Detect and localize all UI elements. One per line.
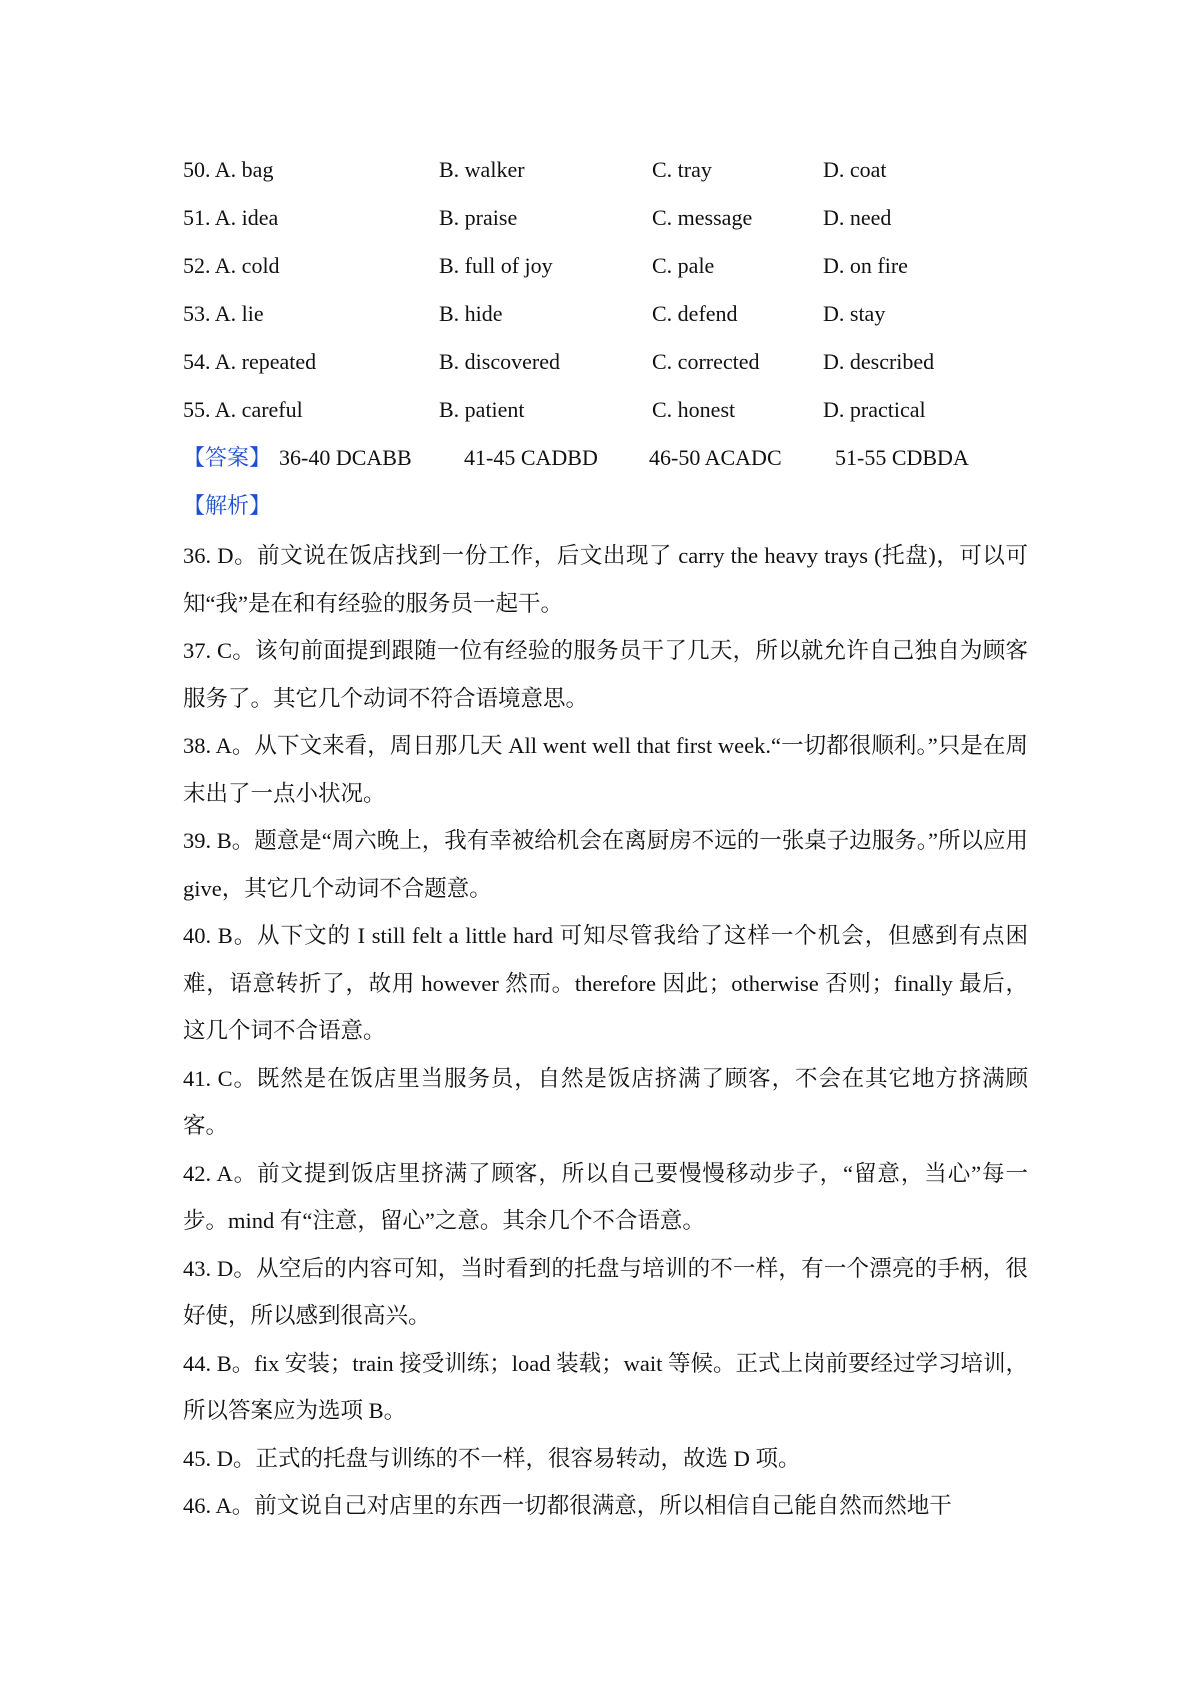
- option-b: B. full of joy: [439, 253, 553, 278]
- option-row: [183, 344, 1043, 392]
- analysis-heading: 【解析】: [183, 493, 272, 518]
- option-c: C. defend: [652, 301, 738, 326]
- explanation-item: 38. A。从下文来看，周日那几天 All went well that first week.“一切都很顺利。”只是在周末出了一点小状况。: [183, 733, 1028, 806]
- explanation-item: 41. C。既然是在饭店里当服务员，自然是饭店挤满了顾客，不会在其它地方挤满顾客。: [183, 1065, 1028, 1138]
- option-d: D. coat: [823, 157, 887, 182]
- option-a: 51. A. idea: [183, 205, 279, 230]
- answer-tag: 【答案】: [183, 445, 272, 470]
- option-b: B. hide: [439, 301, 503, 326]
- explanation-item: 36. D。前文说在饭店找到一份工作，后文出现了 carry the heavy trays (托盘)，可以可知“我”是在和有经验的服务员一起干。: [183, 543, 1028, 616]
- option-d: D. on fire: [823, 253, 908, 278]
- explanation-item: 46. A。前文说自己对店里的东西一切都很满意，所以相信自己能自然而然地干: [183, 1493, 952, 1518]
- option-d: D. described: [823, 349, 935, 374]
- option-d: D. stay: [823, 301, 886, 326]
- option-b: B. walker: [439, 157, 525, 182]
- answer-key: [183, 440, 969, 476]
- option-a: 52. A. cold: [183, 253, 280, 278]
- explanation-item: 45. D。正式的托盘与训练的不一样，很容易转动，故选 D 项。: [183, 1445, 801, 1471]
- option-list: [183, 152, 1043, 440]
- option-a: 53. A. lie: [183, 301, 264, 326]
- option-c: C. pale: [652, 253, 715, 278]
- option-c: C. honest: [652, 397, 736, 422]
- explanation-item: 39. B。题意是“周六晚上，我有幸被给机会在离厨房不远的一张桌子边服务。”所以应用 give，其它几个动词不合题意。: [183, 828, 1028, 901]
- option-d: D. practical: [823, 397, 926, 422]
- option-c: C. tray: [652, 157, 712, 182]
- explanation-item: 43. D。从空后的内容可知，当时看到的托盘与培训的不一样，有一个漂亮的手柄，很好使，所以感到很高兴。: [183, 1255, 1028, 1328]
- explanation-item: 40. B。从下文的 I still felt a little hard 可知尽管我给了这样一个机会，但感到有点困难，语意转折了，故用 however 然而。therefore 因此；otherwise 否则；finally 最后，这几个词不合语意。: [183, 923, 1028, 1043]
- option-row: [183, 248, 1043, 296]
- option-c: C. message: [652, 205, 753, 230]
- answer-group: 36-40 DCABB: [279, 445, 412, 470]
- option-row: [183, 200, 1043, 248]
- option-row: [183, 152, 1043, 200]
- option-a: 55. A. careful: [183, 397, 303, 422]
- explanation-list: [183, 532, 1028, 1530]
- option-d: D. need: [823, 205, 892, 230]
- explanation-item: 37. C。该句前面提到跟随一位有经验的服务员干了几天，所以就允许自己独自为顾客服务了。其它几个动词不符合语境意思。: [183, 638, 1028, 711]
- option-row: [183, 392, 1043, 440]
- option-row: [183, 296, 1043, 344]
- answer-group: 46-50 ACADC: [649, 445, 782, 470]
- answer-group: 51-55 CDBDA: [835, 445, 969, 470]
- explanation-item: 42. A。前文提到饭店里挤满了顾客，所以自己要慢慢移动步子，“留意，当心”每一步。mind 有“注意，留心”之意。其余几个不合语意。: [183, 1160, 1028, 1233]
- option-a: 50. A. bag: [183, 157, 274, 182]
- option-b: B. discovered: [439, 349, 560, 374]
- option-c: C. corrected: [652, 349, 760, 374]
- option-a: 54. A. repeated: [183, 349, 317, 374]
- option-b: B. praise: [439, 205, 518, 230]
- answer-group: 41-45 CADBD: [464, 445, 598, 470]
- explanation-item: 44. B。fix 安装；train 接受训练；load 装载；wait 等候。正式上岗前要经过学习培训，所以答案应为选项 B。: [183, 1350, 1028, 1423]
- option-b: B. patient: [439, 397, 525, 422]
